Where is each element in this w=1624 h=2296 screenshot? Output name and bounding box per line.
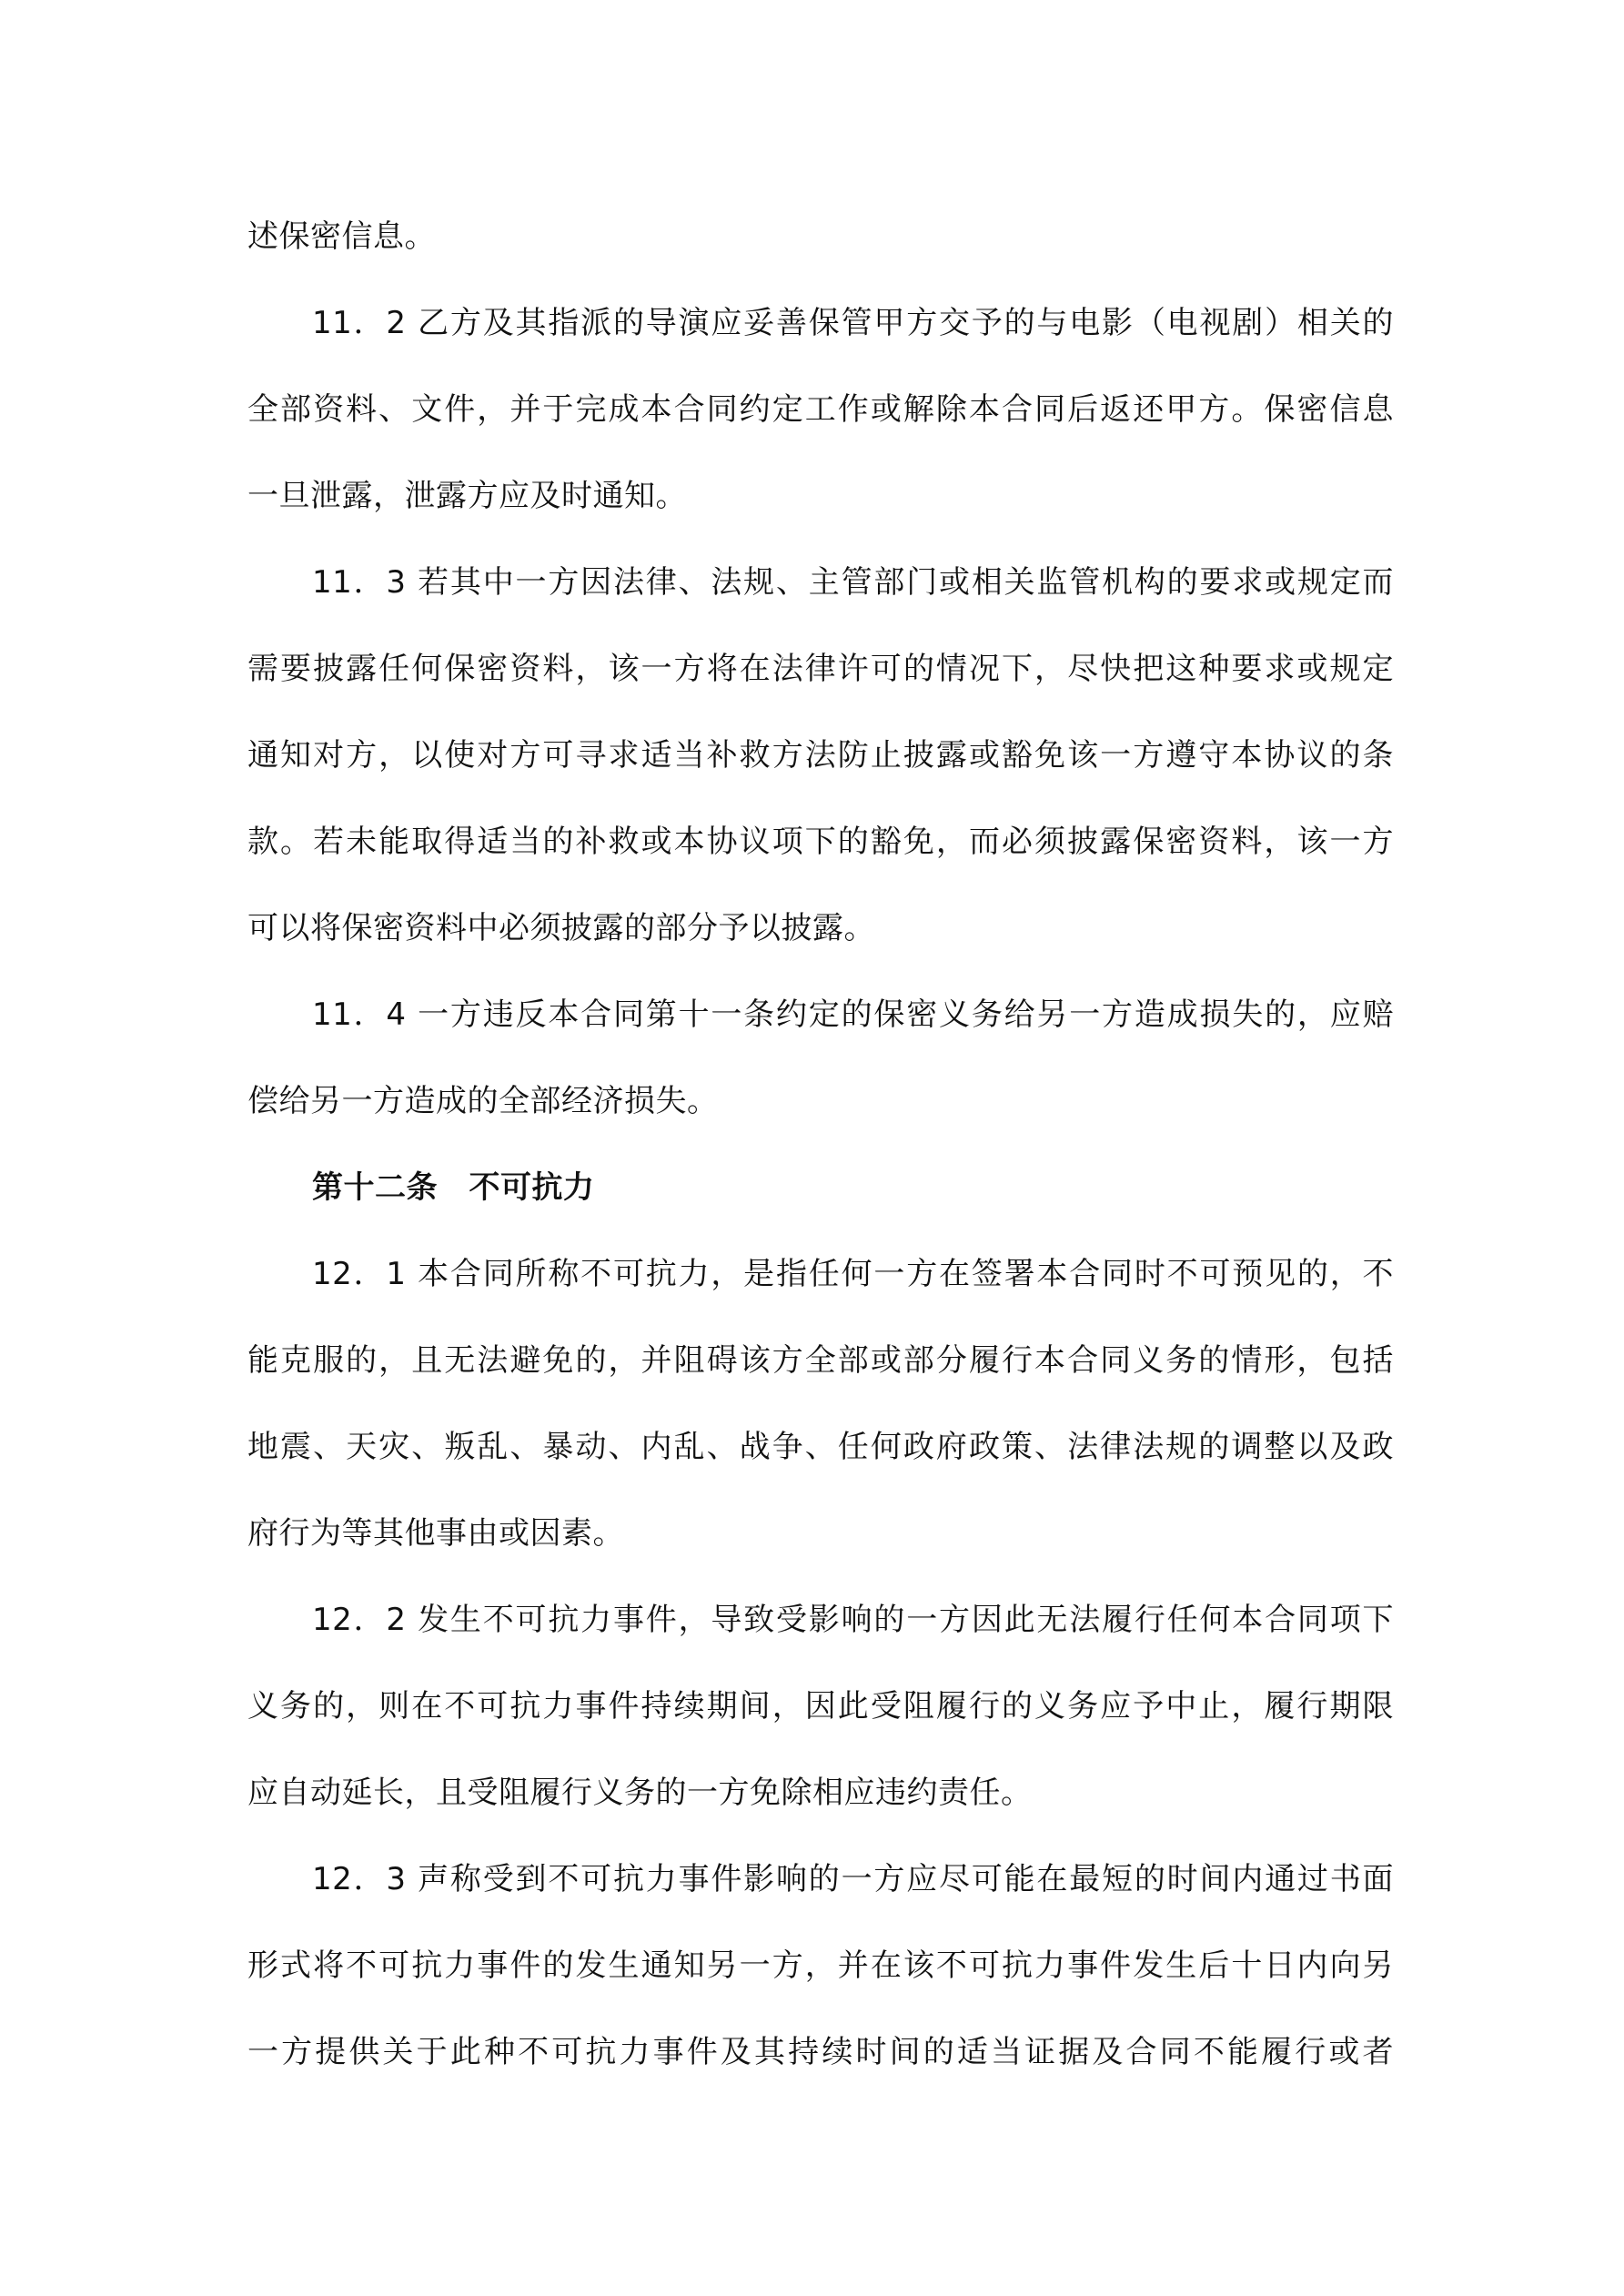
text-line: 一旦泄露，泄露方应及时通知。 (247, 478, 687, 514)
clause-12-2-line: 12．2 发生不可抗力事件，导致受影响的一方因此无法履行任何本合同项下 (312, 1602, 1394, 1638)
text-line: 全部资料、文件，并于完成本合同约定工作或解除本合同后返还甲方。保密信息 (247, 391, 1394, 428)
text-line: 地震、天灾、叛乱、暴动、内乱、战争、任何政府政策、法律法规的调整以及政 (247, 1429, 1394, 1465)
text-line: 义务的，则在不可抗力事件持续期间，因此受阻履行的义务应予中止，履行期限 (247, 1688, 1394, 1725)
section-heading-article-12: 第十二条 不可抗力 (312, 1169, 595, 1206)
text-line: 能克服的，且无法避免的，并阻碍该方全部或部分履行本合同义务的情形，包括 (247, 1342, 1394, 1379)
clause-11-3-line: 11．3 若其中一方因法律、法规、主管部门或相关监管机构的要求或规定而 (312, 564, 1394, 601)
text-line: 偿给另一方造成的全部经济损失。 (247, 1083, 719, 1119)
text-line: 可以将保密资料中必须披露的部分予以披露。 (247, 910, 875, 946)
clause-11-4-line: 11．4 一方违反本合同第十一条约定的保密义务给另一方造成损失的，应赔 (312, 996, 1394, 1033)
text-line: 通知对方，以使对方可寻求适当补救方法防止披露或豁免该一方遵守本协议的条 (247, 737, 1394, 774)
clause-12-1-line: 12．1 本合同所称不可抗力，是指任何一方在签署本合同时不可预见的，不 (312, 1256, 1394, 1292)
text-line: 形式将不可抗力事件的发生通知另一方，并在该不可抗力事件发生后十日内向另 (247, 1947, 1394, 1984)
text-line: 一方提供关于此种不可抗力事件及其持续时间的适当证据及合同不能履行或者 (247, 2034, 1394, 2070)
clause-12-3-line: 12．3 声称受到不可抗力事件影响的一方应尽可能在最短的时间内通过书面 (312, 1861, 1394, 1897)
clause-11-2-line: 11．2 乙方及其指派的导演应妥善保管甲方交予的与电影（电视剧）相关的 (312, 305, 1394, 341)
text-line: 府行为等其他事由或因素。 (247, 1515, 624, 1552)
text-line: 款。若未能取得适当的补救或本协议项下的豁免，而必须披露保密资料，该一方 (247, 824, 1394, 860)
text-line: 述保密信息。 (247, 218, 436, 255)
text-line: 需要披露任何保密资料，该一方将在法律许可的情况下，尽快把这种要求或规定 (247, 651, 1394, 687)
text-line: 应自动延长，且受阻履行义务的一方免除相应违约责任。 (247, 1775, 1033, 1811)
